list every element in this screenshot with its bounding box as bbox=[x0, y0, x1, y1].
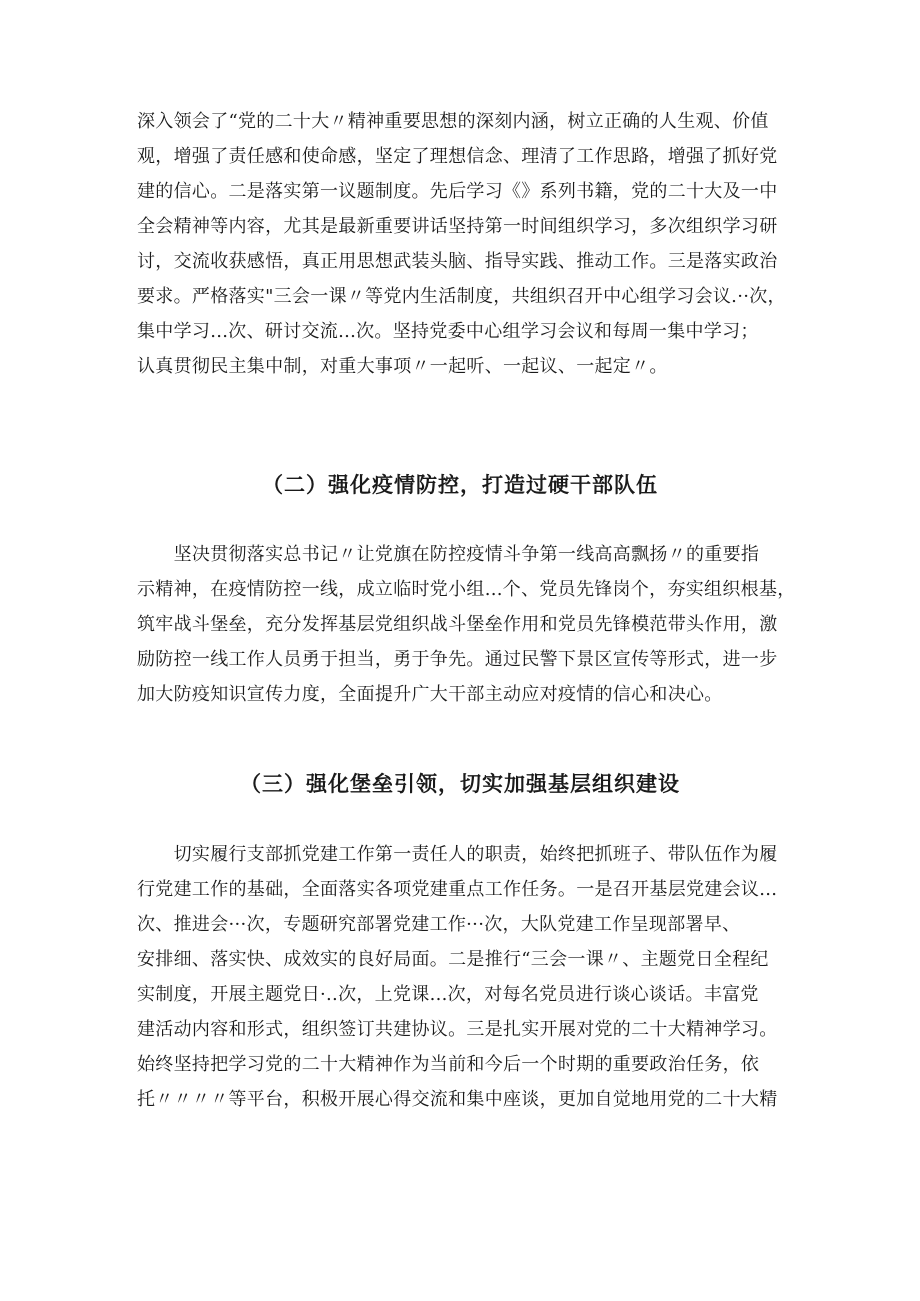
paragraph-epidemic-control bbox=[137, 537, 797, 712]
text-line: 励防控一线工作人员勇于担当，勇于争先。通过民警下景区宣传等形式，进一步 bbox=[137, 649, 778, 670]
text-line: 托〃〃〃〃等平台，积极开展心得交流和集中座谈，更加自觉地用党的二十大精 bbox=[137, 1089, 778, 1110]
paragraph-grassroots-organization bbox=[137, 837, 797, 1117]
text-line: 切实履行支部抓党建工作第一责任人的职责，始终把抓班子、带队伍作为履 bbox=[137, 844, 778, 865]
text-line: 认真贯彻民主集中制，对重大事项〃一起听、一起议、一起定〃。 bbox=[137, 356, 668, 377]
section-heading-3: （三）强化堡垒引领，切实加强基层组织建设 bbox=[240, 771, 680, 796]
text-line: 观，增强了责任感和使命感，坚定了理想信念、理清了工作思路，增强了抓好党 bbox=[137, 146, 778, 167]
text-line: 安排细、落实快、成效实的良好局面。二是推行“三会一课〃、主题党日全程纪 bbox=[137, 949, 769, 970]
text-line: 实制度，开展主题党日·..次，上党课...次，对每名党员进行谈心谈话。丰富党 bbox=[137, 984, 759, 1005]
text-line: 要求。严格落实"三会一课〃等党内生活制度，共组织召开中心组学习会议.··次， bbox=[137, 286, 786, 307]
section-heading-2: （二）强化疫情防控，打造过硬干部队伍 bbox=[262, 472, 658, 497]
text-line: 次、推进会···次，专题研究部署党建工作···次，大队党建工作呈现部署早、 bbox=[137, 914, 741, 935]
text-line: 始终坚持把学习党的二十大精神作为当前和今后一个时期的重要政治任务，依 bbox=[137, 1054, 760, 1075]
text-line: 行党建工作的基础，全面落实各项党建重点工作任务。一是召开基层党建会议... bbox=[137, 879, 778, 900]
text-line: 坚决贯彻落实总书记〃让党旗在防控疫情斗争第一线高高飘扬〃的重要指 bbox=[137, 544, 760, 565]
paragraph-party-study bbox=[137, 104, 797, 384]
text-line: 建活动内容和形式，组织签订共建协议。三是扎实开展对党的二十大精神学习。 bbox=[137, 1019, 778, 1040]
text-line: 集中学习...次、研讨交流...次。坚持党委中心组学习会议和每周一集中学习； bbox=[137, 321, 759, 342]
text-line: 全会精神等内容，尤其是最新重要讲话坚持第一时间组织学习，多次组织学习研 bbox=[137, 216, 778, 237]
text-line: 筑牢战斗堡垒，充分发挥基层党组织战斗堡垒作用和党员先锋模范带头作用，激 bbox=[137, 614, 778, 635]
text-line: 加大防疫知识宣传力度，全面提升广大干部主动应对疫情的信心和决心。 bbox=[137, 684, 723, 705]
text-line: 建的信心。二是落实第一议题制度。先后学习《》系列书籍，党的二十大及一中 bbox=[137, 181, 778, 202]
text-line: 示精神，在疫情防控一线，成立临时党小组...个、党员先锋岗个，夯实组织根基， bbox=[137, 579, 796, 600]
text-line: 深入领会了“党的二十大〃精神重要思想的深刻内涵，树立正确的人生观、价值 bbox=[137, 111, 769, 132]
text-line: 讨，交流收获感悟，真正用思想武装头脑、指导实践、推动工作。三是落实政治 bbox=[137, 251, 778, 272]
